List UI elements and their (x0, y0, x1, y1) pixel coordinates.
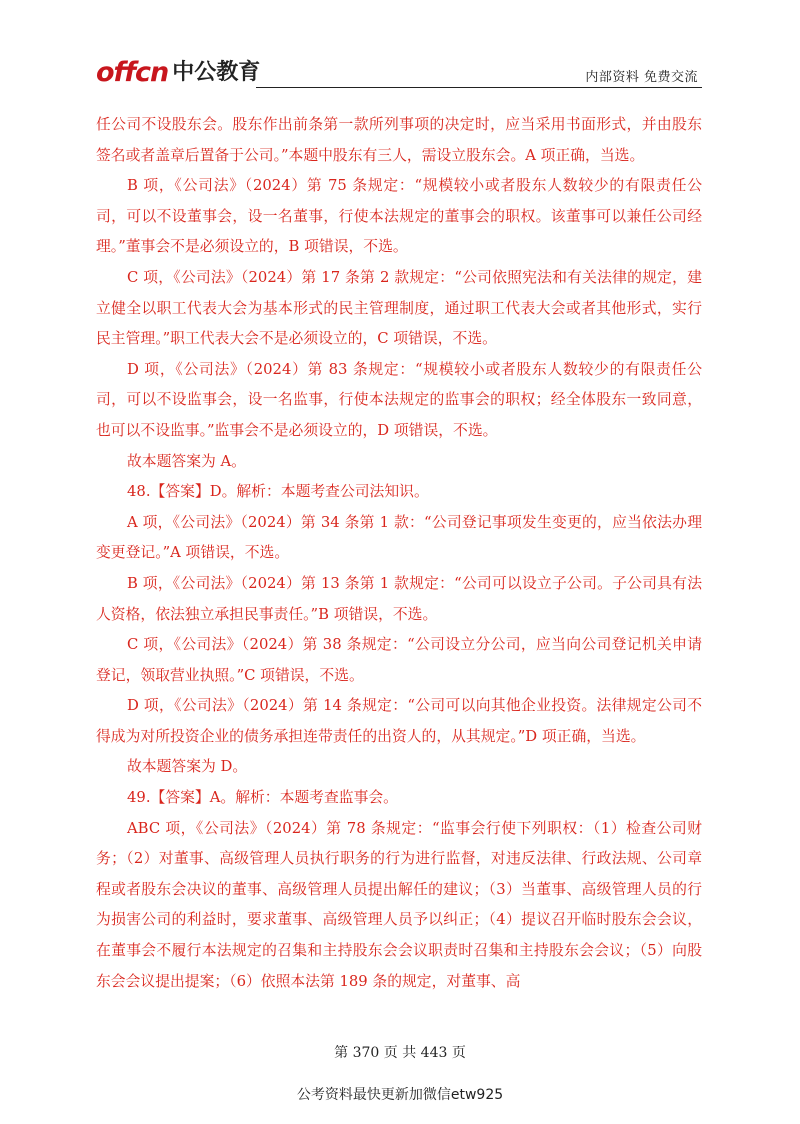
paragraph: C 项，《公司法》（2024）第 17 条第 2 款规定：“公司依照宪法和有关法律的规定，建立健全以职工代表大会为基本形式的民主管理制度，通过职工代表大会或者其他形式，实行民主管理。”职工代表大会不是必须设立的，C 项错误，不选。 (96, 268, 702, 348)
paragraph: ABC 项，《公司法》（2024）第 78 条规定：“监事会行使下列职权：（1）检查公司财务；（2）对董事、高级管理人员执行职务的行为进行监督，对违反法律、行政法规、公司章程或者股东会决议的董事、高级管理人员提出解任的建议；（3）当董事、高级管理人员的行为损害公司的利益时，要求董事、高级管理人员予以纠正；（4）提议召开临时股东会会议，在董事会不履行本法规定的召集和主持股东会会议职责时召集和主持股东会会议；（5）向股东会会议提出提案；（6）依照本法第 189 条的规定，对董事、高 (96, 819, 702, 990)
paragraph: B 项，《公司法》（2024）第 13 条第 1 款规定：“公司可以设立子公司。子公司具有法人资格，依法独立承担民事责任。”B 项错误，不选。 (96, 574, 702, 623)
answer-heading-49: 49.【答案】A。解析：本题考查监事会。 (127, 789, 398, 807)
paragraph: A 项，《公司法》（2024）第 34 条第 1 款：“公司登记事项发生变更的，应当依法办理变更登记。”A 项错误，不选。 (96, 513, 702, 562)
paragraph: 故本题答案为 D。 (127, 758, 248, 776)
paragraph: 故本题答案为 A。 (127, 452, 246, 470)
watermark-logo: ​ (148, 216, 192, 278)
paragraph: D 项，《公司法》（2024）第 83 条规定：“规模较小或者股东人数较少的有限责任公司，可以不设监事会，设一名监事，行使本法规定的监事会的职权；经全体股东一致同意，也可以不设监事。”监事会不是必须设立的，D 项错误，不选。 (96, 360, 702, 439)
footer-note: 公考资料最快更新加微信etw925 (296, 1087, 504, 1103)
paragraph: B 项，《公司法》（2024）第 75 条规定：“规模较小或者股东人数较少的有限责任公司，可以不设董事会，设一名董事，行使本法规定的董事会的职权。该董事可以兼任公司经理。”董事会不是必须设立的，B 项错误，不选。 (96, 177, 702, 256)
header-divider (256, 87, 702, 88)
paragraph: D 项，《公司法》（2024）第 14 条规定：“公司可以向其他企业投资。法律规定公司不得成为对所投资企业的债务承担连带责任的出资人的，从其规定。”D 项正确，当选。 (96, 697, 702, 745)
document-body (96, 110, 702, 997)
brand-logo (96, 58, 260, 88)
paragraph: 任公司不设股东会。股东作出前条第一款所列事项的决定时，应当采用书面形式，并由股东签名或者盖章后置备于公司。”本题中股东有三人，需设立股东会。A 项正确，当选。 (96, 116, 702, 164)
page-header (96, 58, 702, 90)
logo-chinese-name: 中公教育 (172, 60, 261, 85)
answer-heading-48: 48.【答案】D。解析：本题考查公司法知识。 (127, 483, 429, 501)
header-note: 内部资料 免费交流 (585, 70, 698, 85)
logo-offcn: offcn (96, 57, 169, 88)
paragraph: C 项，《公司法》（2024）第 38 条规定：“公司设立分公司，应当向公司登记机关申请登记，领取营业执照。”C 项错误，不选。 (96, 636, 702, 684)
page-number: 第 370 页 共 443 页 (334, 1045, 466, 1061)
